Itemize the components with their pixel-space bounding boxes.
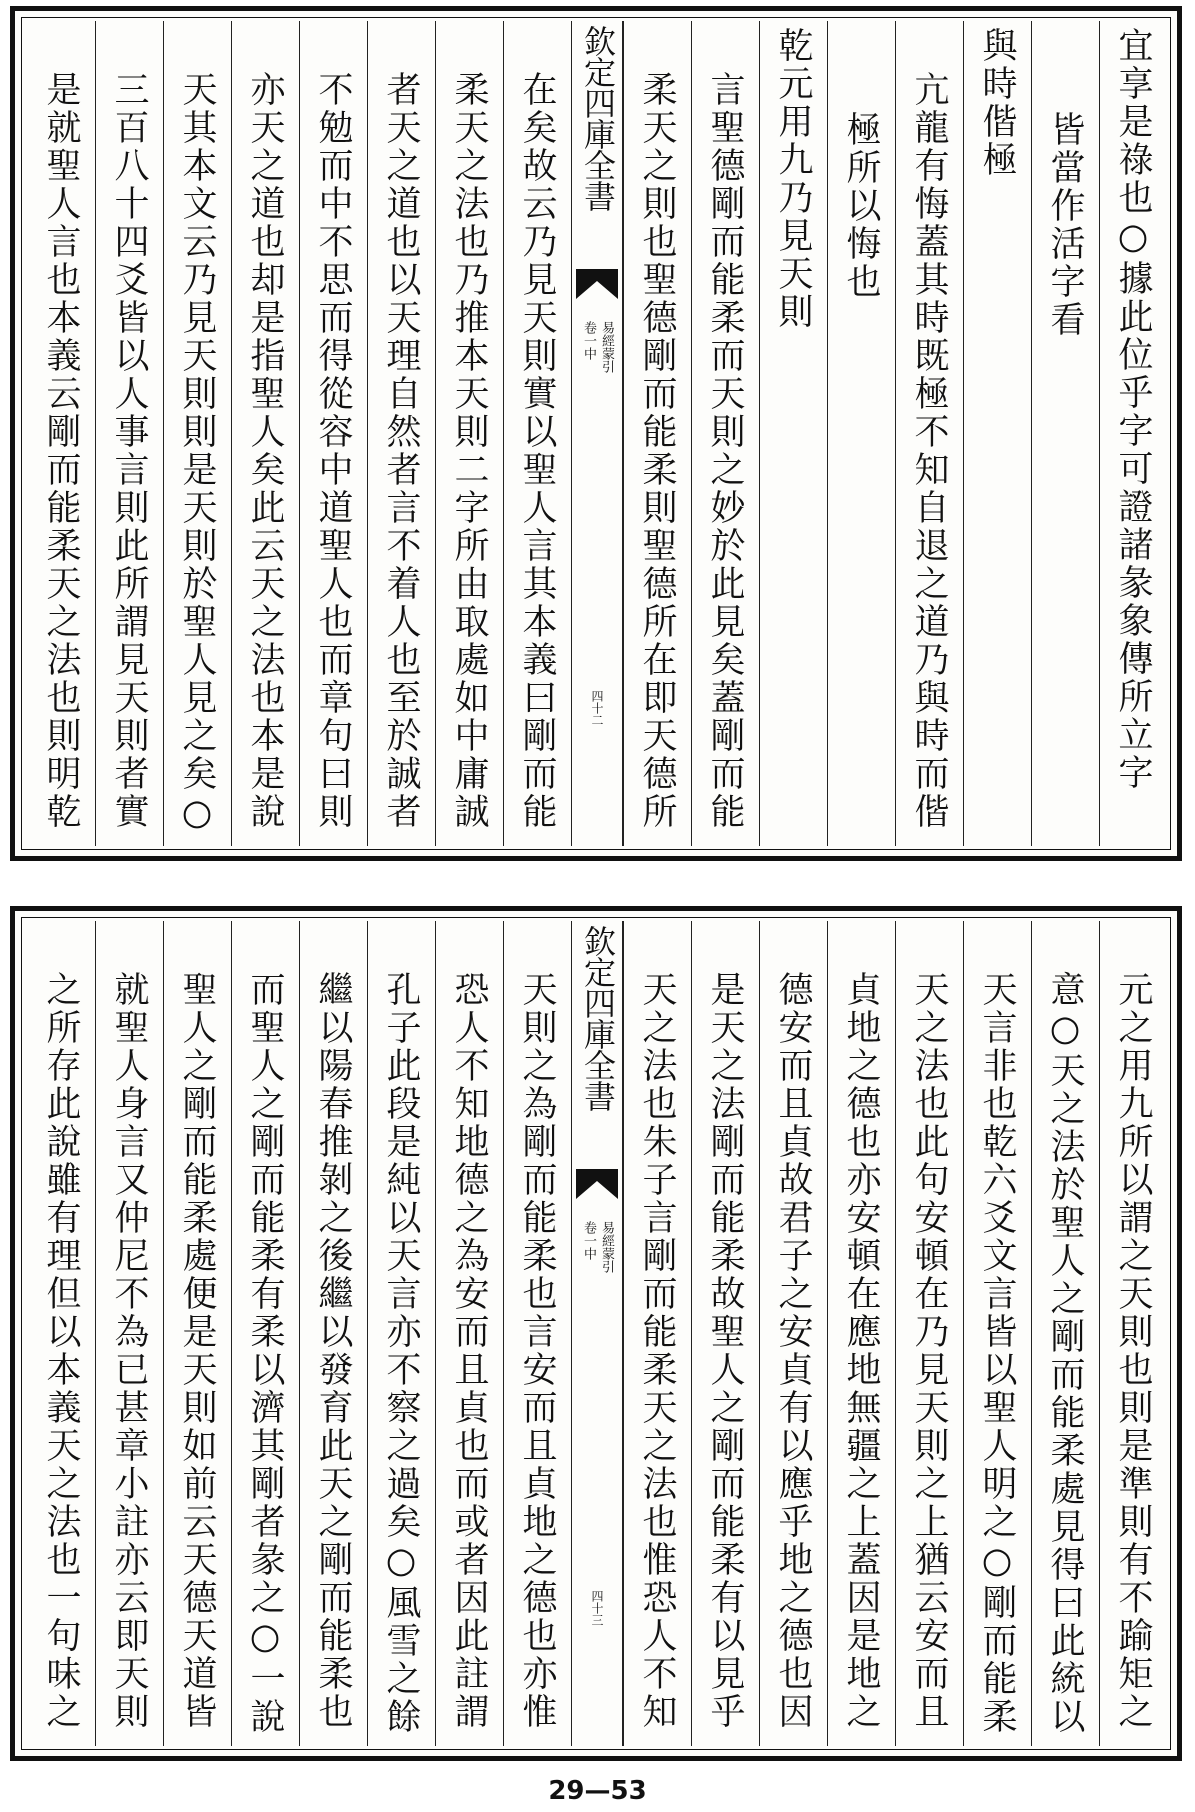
- bottom-right-text-column: 貞地之德也亦安頓在應地無疆之上蓋因是地之: [827, 921, 895, 1746]
- top-right-text-column: 乾元用九乃見天則: [759, 21, 827, 846]
- center-chapter: 卷一中: [581, 321, 596, 360]
- fish-tail-mark-icon: [576, 269, 618, 299]
- upper-page: [10, 6, 1182, 861]
- center-book-name: 易經蒙引: [599, 321, 614, 373]
- bottom-left-text-column: 孔子此段是純以天言亦不察之過矣○風雪之餘: [367, 921, 435, 1746]
- bottom-right-text-column: 元之用九所以謂之天則也則是準則有不踰矩之: [1099, 921, 1167, 1746]
- bottom-right-text-column: 意○天之法於聖人之剛而能柔處見得曰此統以: [1031, 921, 1099, 1746]
- center-chapter: 卷一中: [581, 1221, 596, 1260]
- bottom-left-text-column: 恐人不知地德之為安而且貞也而或者因此註謂: [435, 921, 503, 1746]
- lower-page: [10, 906, 1182, 1761]
- top-right-text-column: 亢龍有悔蓋其時既極不知自退之道乃與時而偕: [895, 21, 963, 846]
- top-left-text-column: 者天之道也以天理自然者言不着人也至於誠者: [367, 21, 435, 846]
- top-left-text-column: 柔天之法也乃推本天則二字所由取處如中庸誠: [435, 21, 503, 846]
- bottom-left-text-column: 天則之為剛而能柔也言安而且貞地之德也亦惟: [503, 921, 571, 1746]
- top-right-text-column: 皆當作活字看: [1031, 21, 1099, 846]
- bottom-right-text-column: 天之法也此句安頓在乃見天則之上猶云安而且: [895, 921, 963, 1746]
- top-right-text-column: 柔天之則也聖德剛而能柔則聖德所在即天德所: [623, 21, 691, 846]
- top-left-text-column: 三百八十四爻皆以人事言則此所謂見天則者實: [95, 21, 163, 846]
- center-folio-number: 四十二: [590, 690, 604, 726]
- bottom-left-text-column: 之所存此說雖有理但以本義天之法也一句味之: [41, 971, 81, 1731]
- center-book-title: 欽定四庫全書: [579, 25, 617, 211]
- top-right-text-column: 言聖德剛而能柔而天則之妙於此見矣蓋剛而能: [691, 21, 759, 846]
- center-folio-number: 四十三: [590, 1590, 604, 1626]
- bottom-left-text-column: 就聖人身言又仲尼不為已甚章小註亦云即天則: [95, 921, 163, 1746]
- center-book-title: 欽定四庫全書: [579, 925, 617, 1111]
- bottom-right-text-column: 天之法也朱子言剛而能柔天之法也惟恐人不知: [623, 921, 691, 1746]
- top-center-fold: [571, 21, 623, 846]
- upper-page-columns: [25, 21, 1167, 846]
- bottom-right-text-column: 是天之法剛而能柔故聖人之剛而能柔有以見乎: [691, 921, 759, 1746]
- top-left-text-column: 不勉而中不思而得從容中道聖人也而章句曰則: [299, 21, 367, 846]
- bottom-left-text-column: 聖人之剛而能柔處便是天則如前云天德天道皆: [163, 921, 231, 1746]
- bottom-right-text-column: 天言非也乾六爻文言皆以聖人明之○剛而能柔: [963, 921, 1031, 1746]
- top-left-text-column: 天其本文云乃見天則則是天則於聖人見之矣○: [163, 21, 231, 846]
- lower-page-columns: [25, 921, 1167, 1746]
- top-right-text-column: 與時偕極: [963, 21, 1031, 846]
- bottom-right-text-column: 德安而且貞故君子之安貞有以應乎地之德也因: [759, 921, 827, 1746]
- center-book-name: 易經蒙引: [599, 1221, 614, 1273]
- top-left-text-column: 在矣故云乃見天則實以聖人言其本義曰剛而能: [503, 21, 571, 846]
- page-number: 29—53: [548, 1776, 647, 1806]
- fish-tail-mark-icon: [576, 1169, 618, 1199]
- bottom-left-text-column: 而聖人之剛而能柔有柔以濟其剛者彖之○一說: [231, 921, 299, 1746]
- top-right-text-column: 宜享是祿也○據此位乎字可證諸彖象傳所立字: [1099, 21, 1167, 846]
- top-left-text-column: 是就聖人言也本義云剛而能柔天之法也則明乾: [41, 71, 81, 831]
- bottom-center-fold: [571, 921, 623, 1746]
- top-left-text-column: 亦天之道也却是指聖人矣此云天之法也本是說: [231, 21, 299, 846]
- top-right-text-column: 極所以悔也: [827, 21, 895, 846]
- bottom-left-text-column: 繼以陽春推剝之後繼以發育此天之剛而能柔也: [299, 921, 367, 1746]
